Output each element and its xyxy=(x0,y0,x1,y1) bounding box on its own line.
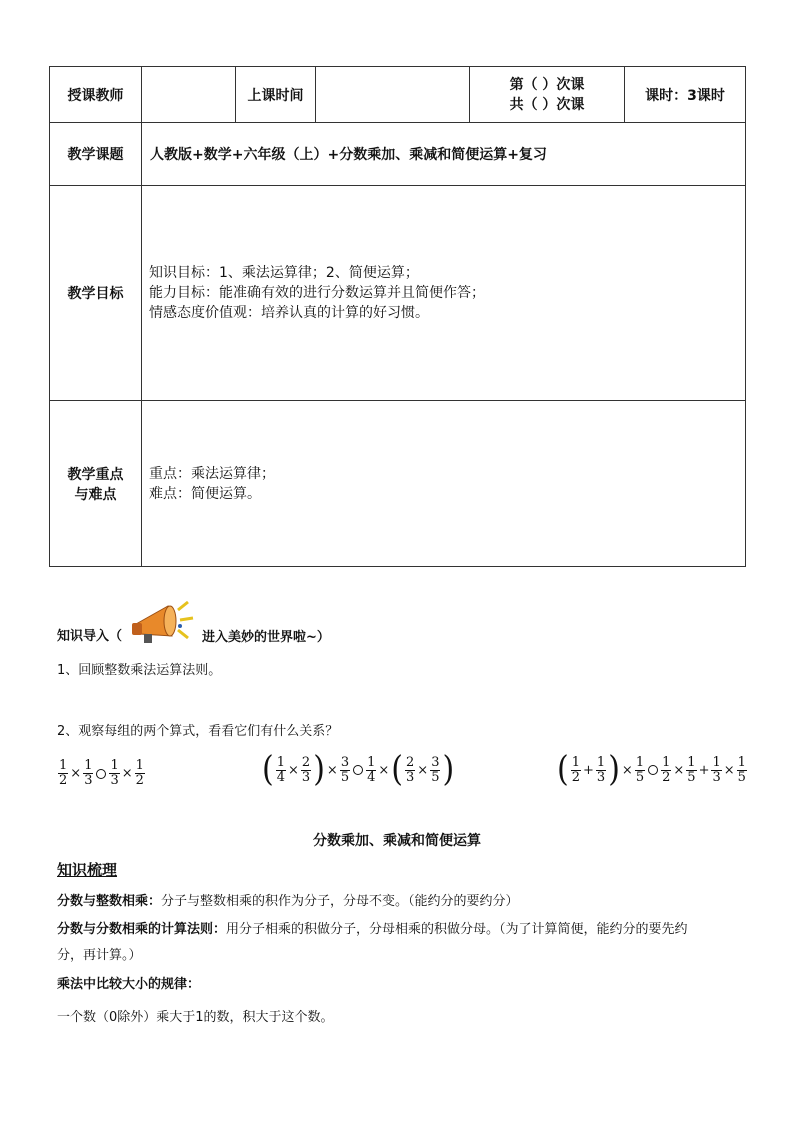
session-line-1: 第（ ）次课 xyxy=(509,76,585,93)
intro-title-pre: 知识导入（ xyxy=(57,629,123,644)
section-title: 分数乘加、乘减和简便运算 xyxy=(313,833,481,849)
intro-item-1: 1、回顾整数乘法运算法则。 xyxy=(57,663,222,678)
goal-line: 知识目标：1、乘法运算律；2、简便运算； xyxy=(149,265,419,281)
focus-line: 难点：简便运算。 xyxy=(149,485,261,502)
goal-content xyxy=(142,186,746,401)
session-count xyxy=(470,67,625,123)
equation-2: ( $\frac{1}{4}$ × $\frac{2}{3}$ ) × $\frac{3}{5}$ $\frac{1}{4}$ × ( $\frac{2}{3}$ × $\frac{3}{5}$ ) xyxy=(262,749,455,790)
equation-1: $\frac{1}{2}$ × $\frac{1}{3}$ $\frac{1}{3}$ × $\frac{1}{2}$ xyxy=(59,758,144,788)
topic-value: 人教版+数学+六年级（上）+分数乘加、乘减和简便运算+复习 xyxy=(142,123,746,186)
time-label: 上课时间 xyxy=(236,67,316,123)
focus-line: 重点：乘法运算律； xyxy=(149,465,275,482)
intro-item-2: 2、观察每组的两个算式，看看它们有什么关系？ xyxy=(57,724,339,739)
teacher-value xyxy=(142,67,236,123)
focus-content xyxy=(142,401,746,567)
time-value xyxy=(316,67,470,123)
summary-paragraph-2: 分数与分数相乘的计算法则：用分子相乘的积做分子，分母相乘的积做分母。（为了计算简便，能约分的要先约 xyxy=(57,922,688,937)
summary-paragraph-2-cont: 分，再计算。） xyxy=(57,948,142,963)
compare-circle[interactable] xyxy=(353,765,363,775)
goal-line: 情感态度价值观：培养认真的计算的好习惯。 xyxy=(149,305,429,321)
lesson-plan-table xyxy=(49,66,746,567)
hours-value: 课时：3课时 xyxy=(625,67,746,123)
megaphone-icon xyxy=(130,596,196,646)
goal-label: 教学目标 xyxy=(50,186,142,401)
intro-title-post: 进入美妙的世界啦~） xyxy=(202,630,330,645)
summary-paragraph-1: 分数与整数相乘：分子与整数相乘的积作为分子，分母不变。（能约分的要约分） xyxy=(57,894,519,909)
summary-paragraph-3: 乘法中比较大小的规律： xyxy=(57,977,201,992)
compare-circle[interactable] xyxy=(96,769,106,779)
summary-paragraph-4: 一个数（0除外）乘大于1的数，积大于这个数。 xyxy=(57,1010,334,1025)
topic-label: 教学课题 xyxy=(50,123,142,186)
goal-line: 能力目标：能准确有效的进行分数运算并且简便作答； xyxy=(149,285,485,301)
teacher-label: 授课教师 xyxy=(50,67,142,123)
focus-label: 教学重点 与难点 xyxy=(50,401,142,567)
compare-circle[interactable] xyxy=(648,765,658,775)
session-line-2: 共（ ）次课 xyxy=(509,96,585,113)
summary-heading: 知识梳理 xyxy=(57,861,118,879)
equation-3: ( $\frac{1}{2}$ + $\frac{1}{3}$ ) × $\frac{1}{5}$ $\frac{1}{2}$ × $\frac{1}{5}$ + $\frac{1}{3}$ × $\frac{1}{5}$ xyxy=(557,749,746,790)
